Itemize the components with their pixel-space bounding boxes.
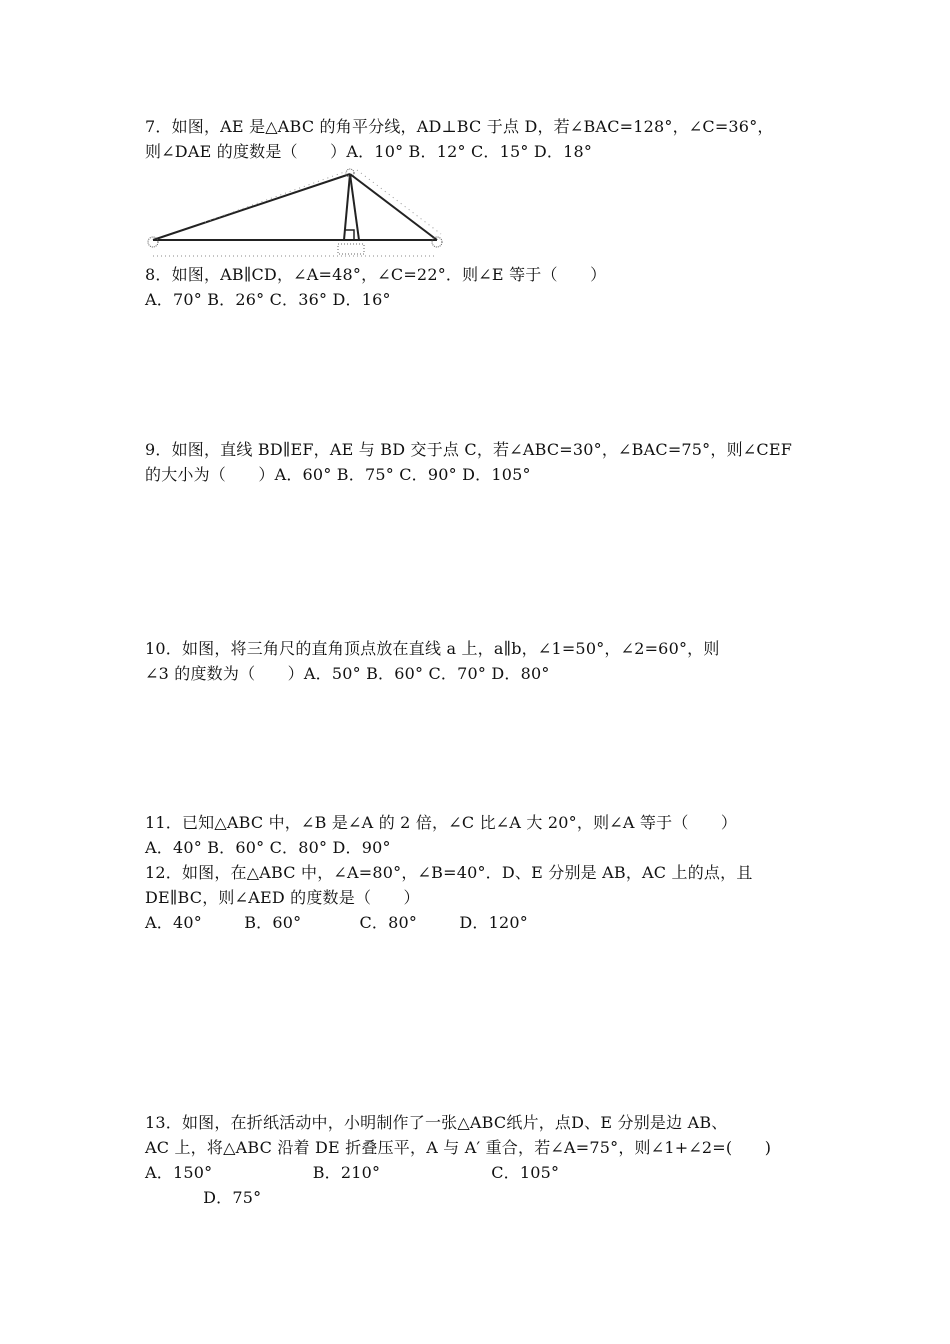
q11-text-line1: 11．已知△ABC 中，∠B 是∠A 的 2 倍，∠C 比∠A 大 20°，则∠A 等于（ ） bbox=[145, 813, 738, 832]
q13-options-line1: A．150° B．210° C．105° bbox=[145, 1163, 560, 1182]
q13-options-line2: D．75° bbox=[145, 1188, 262, 1207]
q8-options: A．70° B．26° C．36° D．16° bbox=[145, 290, 391, 309]
segment-ac bbox=[350, 174, 437, 240]
q9-text-line1: 9．如图，直线 BD∥EF，AE 与 BD 交于点 C，若∠ABC=30°，∠BAC=75°，则∠CEF bbox=[145, 440, 793, 459]
q11-options: A．40° B．60° C．80° D．90° bbox=[145, 838, 391, 857]
q7-triangle-figure bbox=[145, 164, 445, 260]
q12-options: A．40° B．60° C．80° D．120° bbox=[145, 913, 528, 932]
q12-text-line1: 12．如图，在△ABC 中，∠A=80°，∠B=40°．D、E 分别是 AB，AC 上的点，且 bbox=[145, 863, 753, 882]
q7-text-line2: 则∠DAE 的度数是（ ）A．10° B．12° C．15° D．18° bbox=[145, 142, 593, 161]
q7-text-line1: 7．如图，AE 是△ABC 的角平分线，AD⊥BC 于点 D，若∠BAC=128°，∠C=36°， bbox=[145, 117, 774, 136]
q9-text-line2: 的大小为（ ）A．60° B．75° C．90° D．105° bbox=[145, 465, 531, 484]
q10-text-line2: ∠3 的度数为（ ）A．50° B．60° C．70° D．80° bbox=[145, 664, 550, 683]
q10-text-line1: 10．如图，将三角尺的直角顶点放在直线 a 上，a∥b，∠1=50°，∠2=60°，则 bbox=[145, 639, 720, 658]
q13-text-line2: AC 上，将△ABC 沿着 DE 折叠压平，A 与 A′ 重合，若∠A=75°，则∠1+∠2=( ) bbox=[145, 1138, 772, 1157]
q8-text-line1: 8．如图，AB∥CD，∠A=48°，∠C=22°．则∠E 等于（ ） bbox=[145, 265, 607, 284]
segment-ab bbox=[153, 174, 350, 240]
q13-text-line1: 13．如图，在折纸活动中，小明制作了一张△ABC纸片，点D、E 分别是边 AB、 bbox=[145, 1113, 728, 1132]
q12-text-line2: DE∥BC，则∠AED 的度数是（ ） bbox=[145, 888, 420, 907]
